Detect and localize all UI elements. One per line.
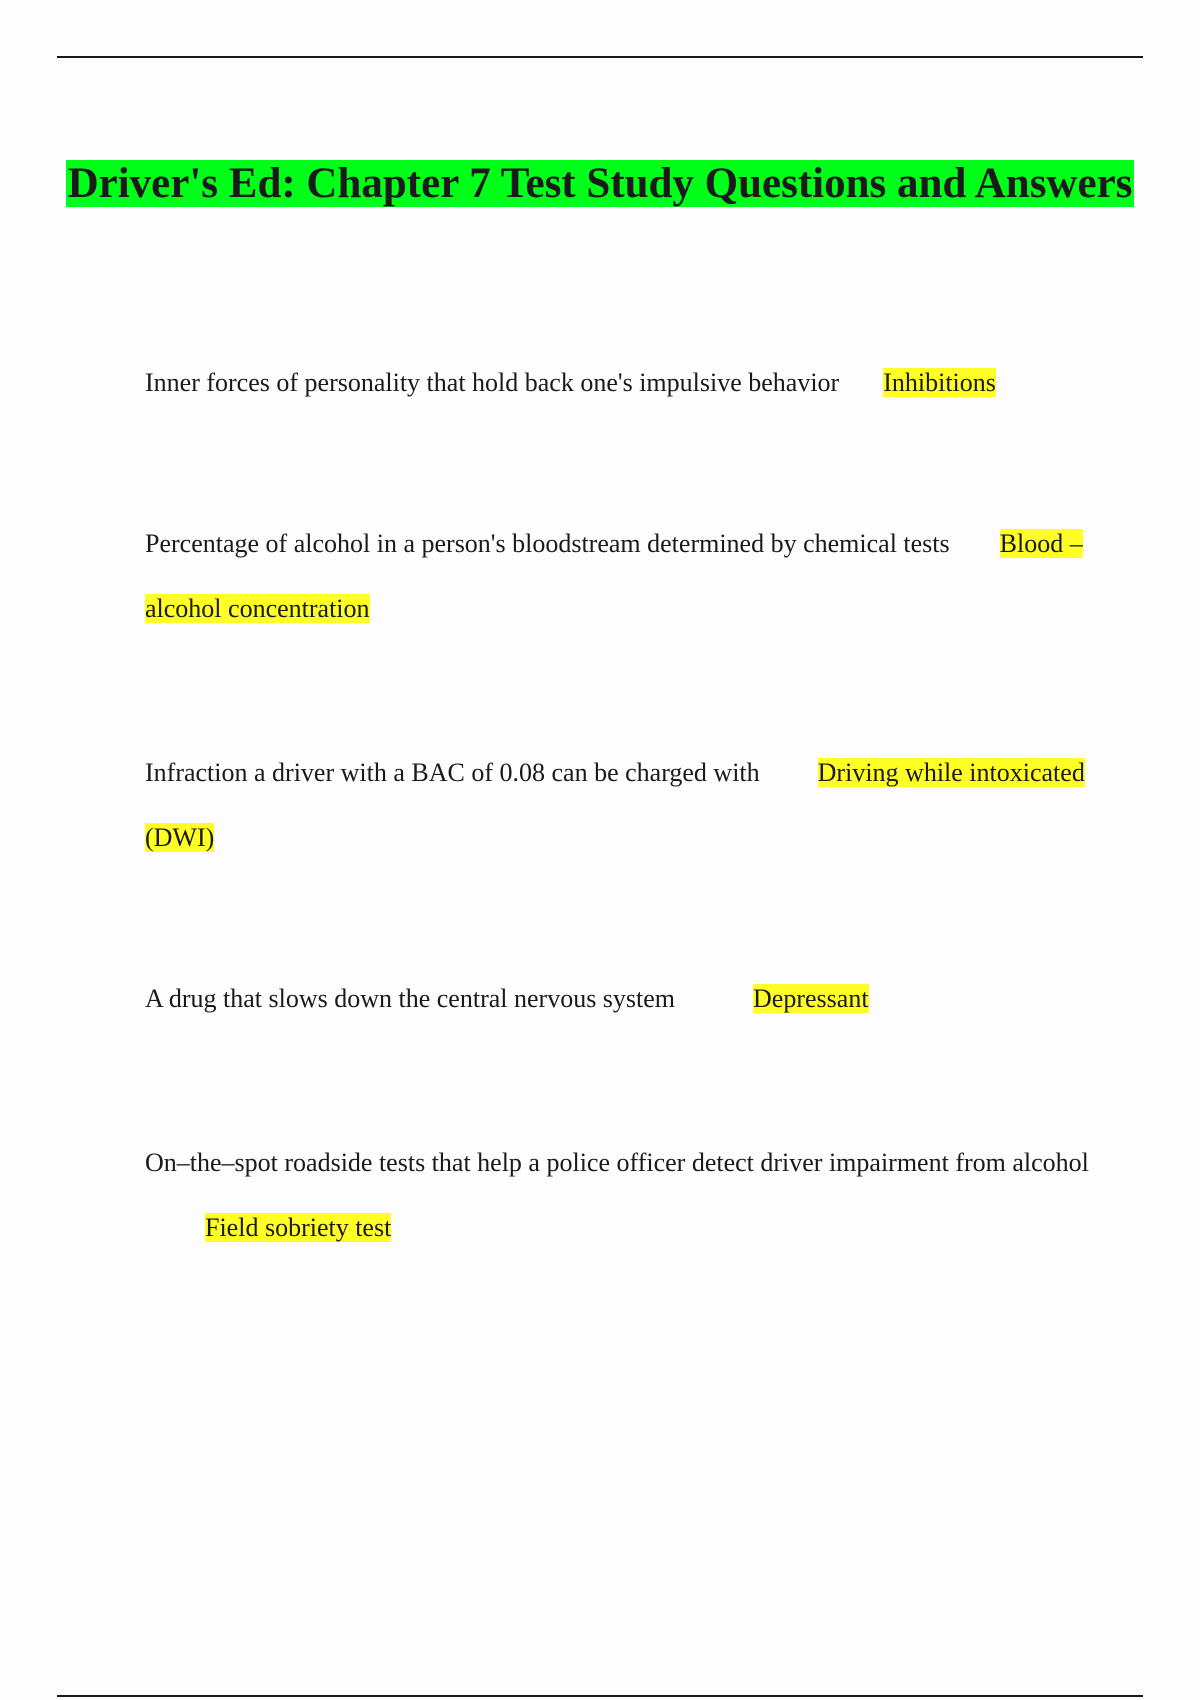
question-text: Infraction a driver with a BAC of 0.08 can be charged with [145, 758, 760, 787]
question-text: Percentage of alcohol in a person's bloodstream determined by chemical tests [145, 529, 950, 558]
qa-item-4 [145, 966, 1090, 1031]
qa-item-3 [145, 740, 1090, 870]
question-text: Inner forces of personality that hold back one's impulsive behavior [145, 368, 840, 397]
title-text: Driver's Ed: Chapter 7 Test Study Questions and Answers [67, 160, 1133, 207]
bottom-rule [57, 1695, 1143, 1697]
question-text: A drug that slows down the central nervous system [145, 984, 676, 1013]
question-text: On–the–spot roadside tests that help a police officer detect driver impairment from alcohol [145, 1148, 1089, 1177]
answer-text: Blood – alcohol concentration [145, 529, 1083, 623]
qa-item-2 [145, 511, 1090, 641]
answer-text: Field sobriety test [205, 1213, 392, 1242]
answer-text: Depressant [753, 984, 869, 1013]
qa-item-1 [145, 350, 1090, 415]
answer-text: Inhibitions [883, 368, 996, 397]
top-rule [57, 56, 1143, 58]
answer-text: Driving while intoxicated (DWI) [145, 758, 1085, 852]
page-title [57, 132, 1143, 235]
qa-item-5 [145, 1130, 1090, 1260]
